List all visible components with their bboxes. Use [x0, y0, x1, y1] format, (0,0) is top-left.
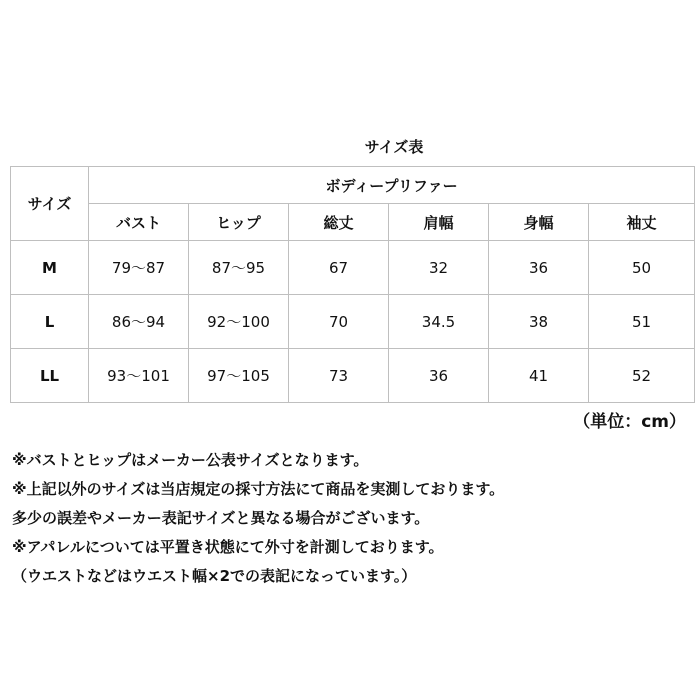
- table-cell: 41: [489, 349, 589, 403]
- row-size-label: L: [11, 295, 89, 349]
- table-header-row: [11, 167, 695, 204]
- column-header-sleeve: 袖丈: [589, 204, 695, 241]
- table-cell: 51: [589, 295, 695, 349]
- note-line: （ウエストなどはウエスト幅×2での表記になっています。）: [12, 567, 417, 585]
- size-column-header: サイズ: [11, 167, 89, 241]
- table-row: [11, 349, 695, 403]
- row-size-label: M: [11, 241, 89, 295]
- table-cell: 36: [389, 349, 489, 403]
- table-cell: 97～105: [189, 349, 289, 403]
- note-line: ※バストとヒップはメーカー公表サイズとなります。: [12, 451, 369, 469]
- column-header-hip: ヒップ: [189, 204, 289, 241]
- table-cell: 52: [589, 349, 695, 403]
- table-cell: 92～100: [189, 295, 289, 349]
- table-row: [11, 295, 695, 349]
- size-table: [10, 166, 695, 403]
- table-cell: 32: [389, 241, 489, 295]
- table-subheader-row: [11, 204, 695, 241]
- column-header-length: 総丈: [289, 204, 389, 241]
- table-cell: 67: [289, 241, 389, 295]
- note-line: 多少の誤差やメーカー表記サイズと異なる場合がございます。: [12, 509, 430, 527]
- column-header-shoulder: 肩幅: [389, 204, 489, 241]
- table-title: サイズ表: [364, 138, 424, 156]
- table-cell: 86～94: [89, 295, 189, 349]
- table-cell: 34.5: [389, 295, 489, 349]
- row-size-label: LL: [11, 349, 89, 403]
- table-cell: 36: [489, 241, 589, 295]
- unit-label: （単位：cm）: [573, 412, 686, 432]
- note-line: ※アパレルについては平置き状態にて外寸を計測しております。: [12, 538, 444, 556]
- table-cell: 73: [289, 349, 389, 403]
- table-cell: 87～95: [189, 241, 289, 295]
- table-cell: 70: [289, 295, 389, 349]
- table-cell: 93～101: [89, 349, 189, 403]
- table-cell: 38: [489, 295, 589, 349]
- group-header: ボディープリファー: [89, 167, 695, 204]
- table-cell: 50: [589, 241, 695, 295]
- notes-block: [12, 446, 692, 591]
- note-line: ※上記以外のサイズは当店規定の採寸方法にて商品を実測しております。: [12, 480, 505, 498]
- table-row: [11, 241, 695, 295]
- column-header-width: 身幅: [489, 204, 589, 241]
- column-header-bust: バスト: [89, 204, 189, 241]
- table-cell: 79～87: [89, 241, 189, 295]
